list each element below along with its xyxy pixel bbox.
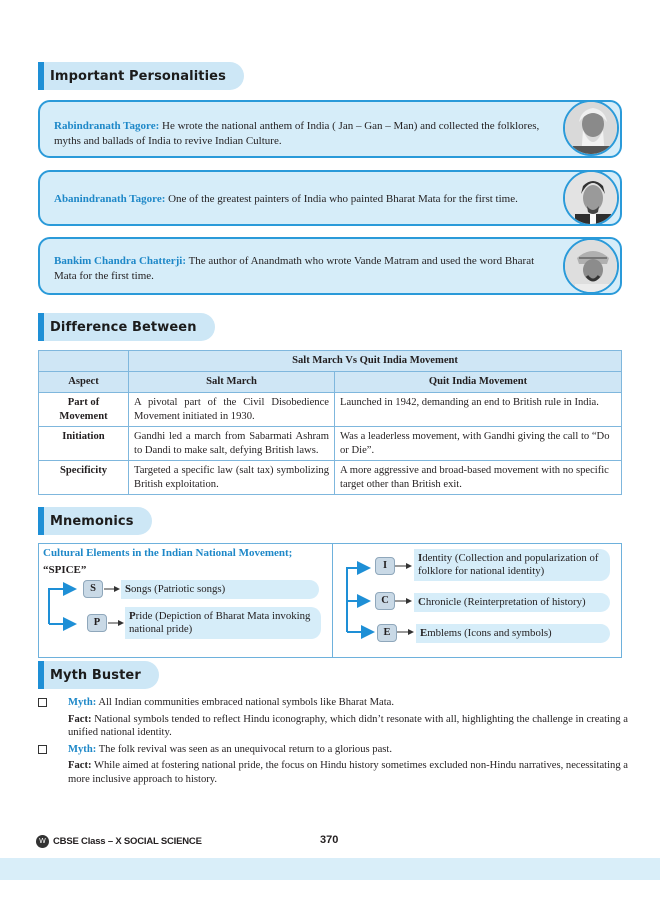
mnemonic-text: hronicle (Reinterpretation of history)	[425, 596, 586, 608]
table-row	[39, 427, 622, 461]
table-cell: Part of Movement	[39, 393, 129, 427]
footer-band	[0, 858, 660, 880]
mnemonic-initial: S	[125, 583, 132, 595]
checkbox-icon	[38, 745, 47, 754]
myth-text: The folk revival was seen as an unequivocal return to a glorious past.	[96, 743, 393, 755]
mnemonic-text: dentity (Collection and popularization of folklore for national identity)	[418, 552, 599, 577]
mnemonic-letter: S	[83, 580, 103, 598]
table-cell: Initiation	[39, 427, 129, 461]
checkbox-icon	[38, 698, 47, 707]
personality-text	[54, 254, 546, 284]
personality-card	[38, 170, 622, 226]
mnemonic-acronym: “SPICE”	[43, 564, 87, 576]
table-cell: Gandhi led a march from Sabarmati Ashram to Dandi to make salt, defying British laws.	[129, 427, 335, 461]
fact-label: Fact:	[68, 760, 92, 771]
mnemonic-item	[125, 607, 321, 639]
mnemonic-letter: C	[375, 592, 395, 610]
personality-name: Rabindranath Tagore:	[54, 120, 160, 132]
mnemonic-item	[121, 580, 319, 599]
table-cell: A more aggressive and broad-based movement with no specific target other than British exit.	[335, 461, 622, 495]
mnemonic-letter: E	[377, 624, 397, 642]
mnemonic-item	[414, 593, 610, 612]
myth-line	[68, 696, 628, 710]
table-cell: Launched in 1942, demanding an end to British rule in India.	[335, 393, 622, 427]
mnemonic-box	[38, 543, 622, 658]
comparison-table	[38, 350, 622, 495]
mnemonic-initial: E	[420, 627, 428, 639]
fact-line	[68, 713, 628, 740]
personality-name: Abanindranath Tagore:	[54, 193, 166, 205]
fact-line	[68, 759, 628, 786]
portrait-image	[563, 238, 619, 294]
mnemonic-initial: C	[418, 596, 426, 608]
table-header: Quit India Movement	[335, 372, 622, 393]
publisher-logo-icon: W	[36, 835, 49, 848]
section-heading-difference	[38, 313, 215, 341]
section-title: Important Personalities	[50, 68, 226, 84]
mnemonic-item	[416, 624, 610, 643]
fact-label: Fact:	[68, 713, 92, 725]
table-title: Salt March Vs Quit India Movement	[129, 351, 622, 372]
table-cell: Specificity	[39, 461, 129, 495]
mnemonic-letter: I	[375, 557, 395, 575]
myth-list	[38, 696, 628, 789]
section-heading-mnemonics	[38, 507, 152, 535]
table-row	[39, 393, 622, 427]
personality-description: One of the greatest painters of India who painted Bharat Mata for the first time.	[165, 193, 518, 205]
personality-card	[38, 237, 622, 295]
portrait-image	[563, 170, 619, 226]
mnemonic-text: ride (Depiction of Bharat Mata invoking national pride)	[129, 610, 311, 635]
myth-text: All Indian communities embraced national symbols like Bharat Mata.	[96, 697, 394, 708]
section-heading-myth-buster	[38, 661, 159, 689]
myth-item	[38, 696, 628, 740]
personality-description: He wrote the national anthem of India ( Jan – Gan – Man) and collected the folklores, myths and ballads of India to revive Indian Culture.	[54, 120, 540, 147]
table-header: Aspect	[39, 372, 129, 393]
fact-text: While aimed at fostering national pride, the focus on Hindu history sometimes excluded non-Hindu narratives, necessitating a more inclusive approach to history.	[68, 760, 628, 785]
mnemonic-item	[414, 549, 610, 581]
portrait-image	[563, 100, 619, 156]
personality-description: The author of Anandmath who wrote Vande Matram and used the word Bharat Mata for the first time.	[54, 255, 535, 282]
myth-item	[38, 743, 628, 787]
mnemonic-text: mblems (Icons and symbols)	[427, 627, 552, 639]
section-title: Difference Between	[50, 319, 197, 335]
personality-card	[38, 100, 622, 158]
personality-text	[54, 192, 546, 207]
section-heading-personalities	[38, 62, 244, 90]
table-cell: Was a leaderless movement, with Gandhi giving the call to “Do or Die”.	[335, 427, 622, 461]
section-title: Myth Buster	[50, 667, 141, 683]
table-cell: A pivotal part of the Civil Disobedience Movement initiated in 1930.	[129, 393, 335, 427]
myth-label: Myth:	[68, 743, 97, 755]
myth-line	[68, 743, 628, 757]
mnemonic-text: ongs (Patriotic songs)	[131, 583, 226, 595]
personality-text	[54, 119, 546, 149]
fact-text: National symbols tended to reflect Hindu iconography, which didn’t resonate with all, highlighting the challenge in creating a unified national identity.	[68, 713, 628, 738]
table-row	[39, 461, 622, 495]
table-cell: Targeted a specific law (salt tax) symbolizing British exploitation.	[129, 461, 335, 495]
mnemonic-title: Cultural Elements in the Indian National Movement;	[43, 547, 293, 559]
mnemonic-initial: P	[129, 610, 136, 622]
myth-label: Myth:	[68, 697, 97, 708]
mnemonic-initial: I	[418, 552, 423, 564]
mnemonic-letter: P	[87, 614, 107, 632]
page-number: 370	[320, 834, 339, 846]
section-title: Mnemonics	[50, 513, 134, 529]
footer-label: CBSE Class – X SOCIAL SCIENCE	[53, 836, 202, 847]
table-header: Salt March	[129, 372, 335, 393]
personality-name: Bankim Chandra Chatterji:	[54, 255, 187, 267]
